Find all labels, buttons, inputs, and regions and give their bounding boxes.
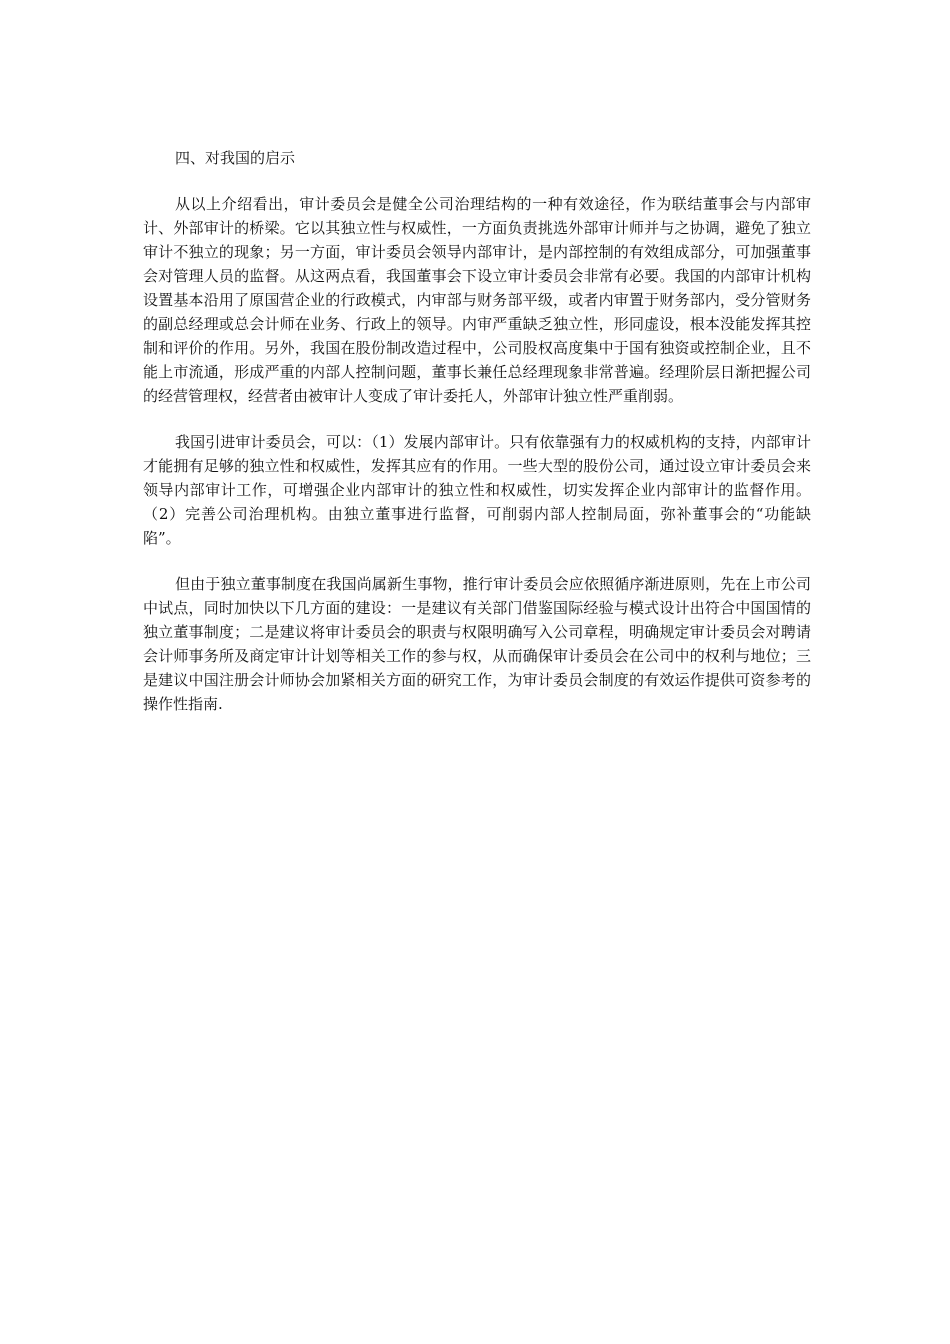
document-page	[143, 146, 811, 738]
section-heading: 四、对我国的启示	[175, 149, 296, 167]
paragraph-1: 从以上介绍看出，审计委员会是健全公司治理结构的一种有效途径，作为联结董事会与内部审计、外部审计的桥梁。它以其独立性与权威性，一方面负责挑选外部审计师并与之协调，避免了独立审计不独立的现象；另一方面，审计委员会领导内部审计，是内部控制的有效组成部分，可加强董事会对管理人员的监督。从这两点看，我国董事会下设立审计委员会非常有必要。我国的内部审计机构设置基本沿用了原国营企业的行政模式，内审部与财务部平级，或者内审置于财务部内，受分管财务的副总经理或总会计师在业务、行政上的领导。内审严重缺乏独立性，形同虚设，根本没能发挥其控制和评价的作用。另外，我国在股份制改造过程中，公司股权高度集中于国有独资或控制企业，且不能上市流通，形成严重的内部人控制问题，董事长兼任总经理现象非常普遍。经理阶层日渐把握公司的经营管理权，经营者由被审计人变成了审计委托人，外部审计独立性严重削弱。	[143, 195, 811, 405]
paragraph-2: 我国引进审计委员会，可以：（1）发展内部审计。只有依靠强有力的权威机构的支持，内部审计才能拥有足够的独立性和权威性，发挥其应有的作用。一些大型的股份公司，通过设立审计委员会来领导内部审计工作，可增强企业内部审计的独立性和权威性，切实发挥企业内部审计的监督作用。（2）完善公司治理机构。由独立董事进行监督，可削弱内部人控制局面，弥补董事会的“功能缺陷”。	[143, 433, 811, 547]
paragraph-3: 但由于独立董事制度在我国尚属新生事物，推行审计委员会应依照循序渐进原则，先在上市公司中试点，同时加快以下几方面的建设：一是建议有关部门借鉴国际经验与模式设计出符合中国国情的独立董事制度；二是建议将审计委员会的职责与权限明确写入公司章程，明确规定审计委员会对聘请会计师事务所及商定审计计划等相关工作的参与权，从而确保审计委员会在公司中的权利与地位；三是建议中国注册会计师协会加紧相关方面的研究工作，为审计委员会制度的有效运作提供可资参考的操作性指南.	[143, 575, 811, 713]
